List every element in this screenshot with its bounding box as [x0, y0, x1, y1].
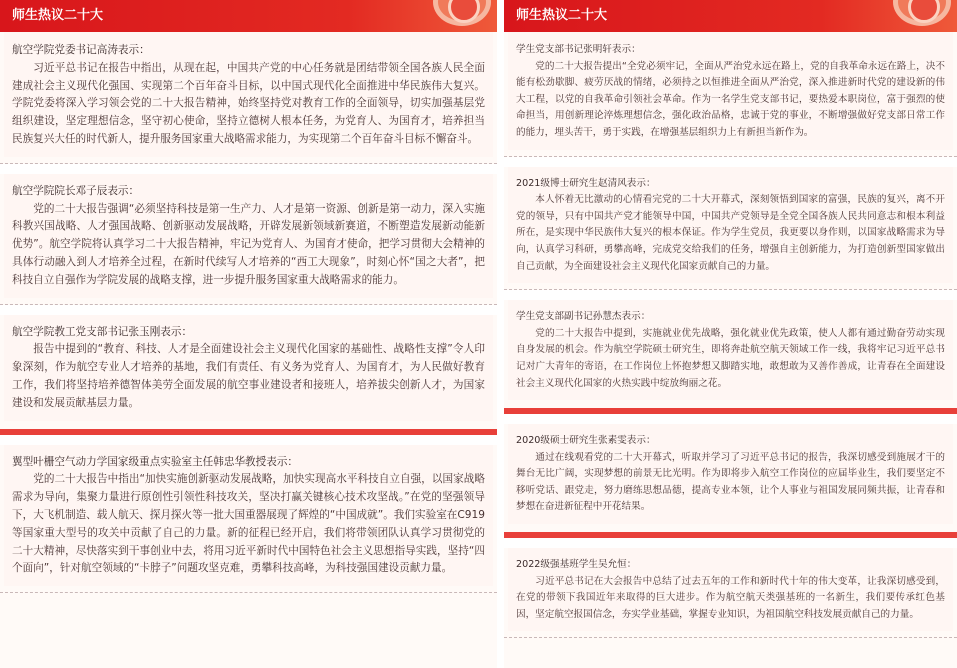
statement-text: 本人怀着无比激动的心情看完党的二十大开幕式，深刻领悟到国家的富强，民族的复兴，离不开党的领导，只有中国共产党才能领导中国，中国共产党领导是全党全国各族人民共同意志和根本利益所在，是实现中华民族伟大复兴的根本保证。作为学生党员，我更要以身作则，以国家战略需求为导向，认真学习科研，勇攀高峰，完成党交给我们的任务，增强自主创新能力，为打造创新型国家做出自己贡献，为全面建设社会主义现代化国家贡献自己的力量。 — [516, 194, 945, 272]
emblem-icon — [893, 0, 951, 26]
left-header — [0, 0, 497, 32]
spacer — [504, 157, 957, 167]
speaker: 航空学院院长邓子辰表示： — [12, 184, 140, 197]
statement-card — [508, 300, 953, 400]
statement-card — [4, 174, 493, 298]
statement-text: 党的二十大报告中指出“加快实施创新驱动发展战略，加快实现高水平科技自立自强，以国家战略需求为导向，集聚力量进行原创性引领性科技攻关，坚决打赢关键核心技术攻坚战。”在党的坚强领导下，大飞机制造、载人航天、探月探火等一批大国重器展现了辉煌的“中国成就”。我们实验室在C919等国家重大型号的攻关中贡献了自己的力量。新的征程已经开启，我们将带领团队认真学习贯彻党的二十大精神，尽快落实到干事创业中去，将用习近平新时代中国特色社会主义思想指导实践，坚持“四个面向”，针对航空领域的“卡脖子”问题攻坚克难，勇攀科技高峰，为科技强国建设贡献力量。 — [12, 473, 485, 575]
spacer — [504, 290, 957, 300]
dotted-divider — [504, 637, 957, 638]
right-header-title: 师生热议二十大 — [516, 8, 608, 23]
statement-text: 党的二十大报告提出“全党必须牢记，全面从严治党永远在路上，党的自我革命永远在路上，决不能有松劲歇脚、疲劳厌战的情绪，必须持之以恒推进全面从严治党，深入推进新时代党的建设新的伟大工程，以党的自我革命引领社会革命。作为一名学生党支部书记，要热爱本职岗位，富于强烈的使命担当，用创新理论淬炼理想信念，强化政治品格，忠诚于党的事业，不断增强做好党支部日常工作的能力，埋头苦干，勇于实践，在增强基层组织力上有新担当新作为。 — [516, 60, 945, 138]
statement-card — [508, 32, 953, 150]
spacer — [504, 414, 957, 424]
speaker: 航空学院教工党支部书记张玉刚表示： — [12, 325, 193, 338]
speaker: 2021级博士研究生赵清风表示： — [516, 177, 656, 189]
right-column — [504, 0, 957, 668]
speaker: 2022级强基班学生吴允恒： — [516, 559, 637, 571]
spacer — [504, 538, 957, 548]
emblem-icon — [433, 0, 491, 26]
statement-card — [508, 424, 953, 524]
statement-text: 通过在线观看党的二十大开幕式，听取并学习了习近平总书记的报告，我深切感受到施展才干的舞台无比广阔，实现梦想的前景无比光明。作为即将步入航空工作岗位的应届毕业生，我们要坚定不移听党话、跟党走，努力磨练思想品德，提高专业本领，让个人事业与祖国发展同频共振，让青春和梦想在奋进新征程中开花结果。 — [516, 451, 945, 513]
spacer — [0, 164, 497, 174]
statement-text: 党的二十大报告强调“必须坚持科技是第一生产力、人才是第一资源、创新是第一动力，深入实施科教兴国战略、人才强国战略、创新驱动发展战略，开辟发展新领域新赛道，不断塑造发展新动能新优势”。航空学院将认真学习二十大报告精神，牢记为党育人、为国育才使命，把学习贯彻大会精神的具体行动融入到人才培养全过程，在新时代续写人才培养的“西工大现象”，时刻心怀“国之大者”，把科技自立自强作为学院发展的战略支撑，进一步提升服务国家重大战略需求的能力。 — [12, 202, 485, 286]
speaker: 航空学院党委书记高涛表示： — [12, 44, 150, 56]
statement-text: 习近平总书记在报告中指出，从现在起，中国共产党的中心任务就是团结带领全国各族人民全面建成社会主义现代化强国、实现第二个百年奋斗目标，以中国式现代化全面推进中华民族伟大复兴。学院党委将深入学习领会党的二十大报告精神，始终坚持党对教育工作的全面领导，切实加强基层党组织建设，坚定理想信念，坚守初心使命，坚持立德树人根本任务，为党育人、为国育才，培养担当民族复兴大任的时代新人，提升服务国家重大战略需求能力，为实现第二个百年奋斗目标不懈奋斗。 — [12, 61, 485, 145]
speaker: 2020级硕士研究生张素雯表示： — [516, 435, 656, 447]
speaker: 学生党支部副书记孙慧杰表示： — [516, 311, 651, 323]
spacer — [0, 305, 497, 315]
right-header — [504, 0, 957, 32]
statement-card — [508, 167, 953, 284]
statement-card — [4, 32, 493, 157]
left-header-title: 师生热议二十大 — [12, 8, 104, 23]
dotted-divider — [0, 592, 497, 593]
speaker: 翼型叶栅空气动力学国家级重点实验室主任韩忠华教授表示： — [12, 455, 299, 468]
statement-text: 报告中提到的“教育、科技、人才是全面建设社会主义现代化国家的基础性、战略性支撑”令人印象深刻，作为航空专业人才培养的基地，我们有责任、有义务为党育人、为国育才，为人民做好教育工作，我们将坚持培养德智体美劳全面发展的航空事业建设者和接班人，培养拔尖创新人才，为国家建设和发展贡献基层力量。 — [12, 343, 485, 409]
statement-text: 习近平总书记在大会报告中总结了过去五年的工作和新时代十年的伟大变革，让我深切感受到，在党的带领下我国近年来取得的巨大进步。作为航空航天类强基班的一名新生，我们要传承红色基因，坚定航空报国信念，夯实学业基础，掌握专业知识，为祖国航空科技发展贡献自己的力量。 — [516, 575, 945, 620]
statement-card — [4, 445, 493, 587]
statement-text: 党的二十大报告中提到，实施就业优先战略，强化就业优先政策，使人人都有通过勤奋劳动实现自身发展的机会。作为航空学院硕士研究生，即将奔赴航空航天领域工作一线，我将牢记习近平总书记对广大青年的寄语，在工作岗位上怀抱梦想又脚踏实地，敢想敢为又善作善成，让青春在全面建设社会主义现代化国家的火热实践中绽放绚丽之花。 — [516, 327, 945, 389]
statement-card — [4, 315, 493, 421]
spacer — [0, 435, 497, 445]
statement-card — [508, 548, 953, 631]
speaker: 学生党支部书记张明轩表示： — [516, 44, 641, 55]
